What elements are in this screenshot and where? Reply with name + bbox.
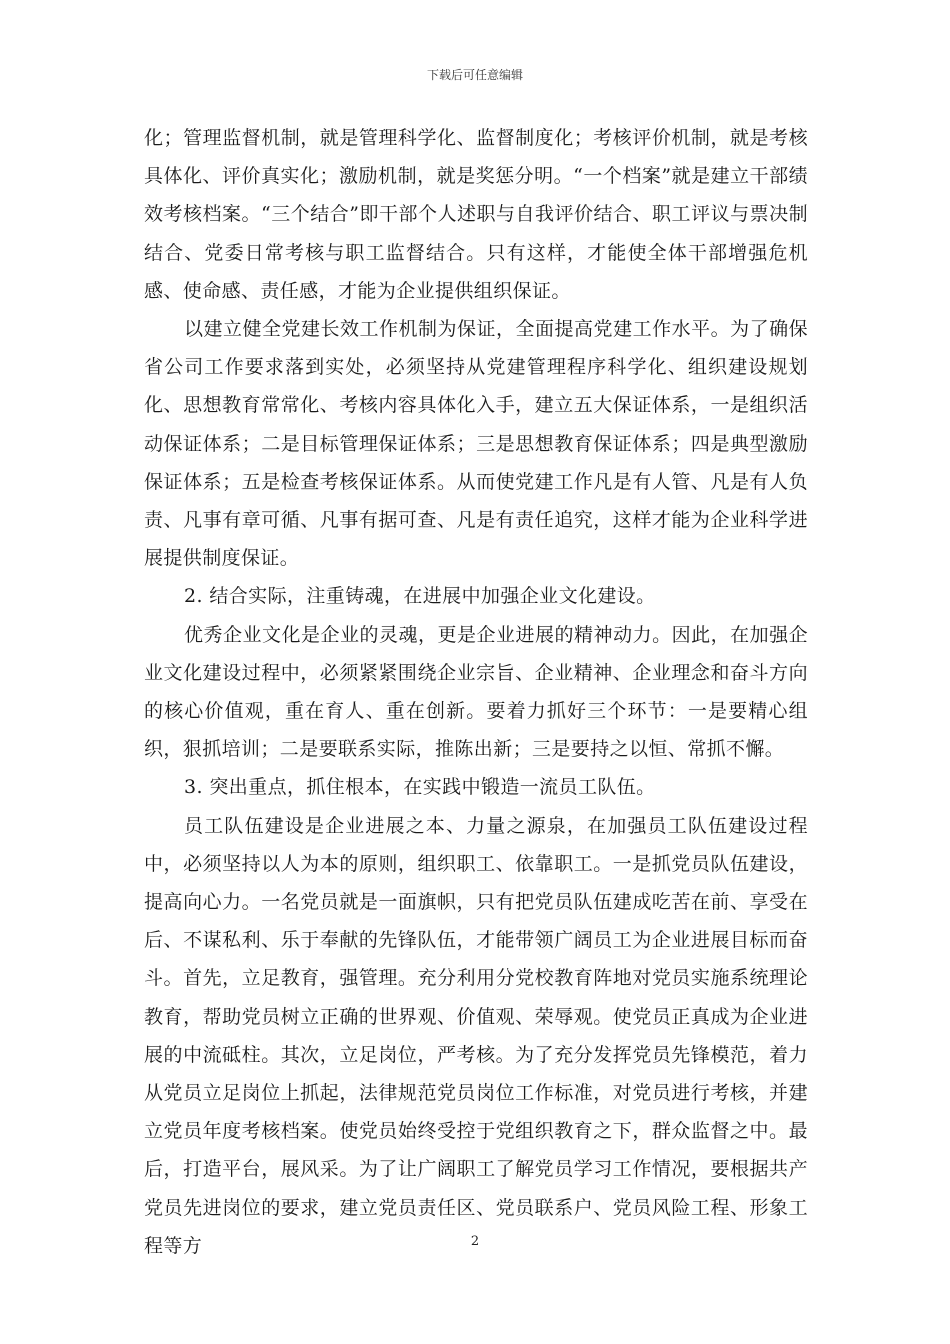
paragraph: 员工队伍建设是企业进展之本、力量之源泉，在加强员工队伍建设过程中，必须坚持以人为本的原则，组织职工、依靠职工。一是抓党员队伍建设，提高向心力。一名党员就是一面旗帜，只有把党员队伍建成吃苦在前、享受在后、不谋私利、乐于奉献的先锋队伍，才能带领广阔员工为企业进展目标而奋斗。首先，立足教育，强管理。充分利用分党校教育阵地对党员实施系统理论教育，帮助党员树立正确的世界观、价值观、荣辱观。使党员正真成为企业进展的中流砥柱。其次，立足岗位，严考核。为了充分发挥党员先锋模范，着力从党员立足岗位上抓起，法律规范党员岗位工作标准，对党员进行考核，并建立党员年度考核档案。使党员始终受控于党组织教育之下，群众监督之中。最后，打造平台，展风采。为了让广阔职工了解党员学习工作情况，要根据共产党员先进岗位的要求，建立党员责任区、党员联系户、党员风险工程、形象工程等方 [144, 814, 808, 1257]
section-heading: 3. 突出重点，抓住根本，在实践中锻造一流员工队伍。 [184, 776, 656, 799]
paragraph: 以建立健全党建长效工作机制为保证，全面提高党建工作水平。为了确保省公司工作要求落到实处，必须坚持从党建管理程序科学化、组织建设规划化、思想教育常常化、考核内容具体化入手，建立五大保证体系，一是组织活动保证体系；二是目标管理保证体系；三是思想教育保证体系；四是典型激励保证体系；五是检查考核保证体系。从而使党建工作凡是有人管、凡是有人负责、凡事有章可循、凡事有据可查、凡是有责任追究，这样才能为企业科学进展提供制度保证。 [144, 318, 808, 570]
page-number: 2 [470, 1234, 480, 1249]
page-header: 下载后可任意编辑 [426, 68, 523, 82]
paragraph: 化；管理监督机制，就是管理科学化、监督制度化；考核评价机制，就是考核具体化、评价真实化；激励机制，就是奖惩分明。“一个档案”就是建立干部绩效考核档案。“三个结合”即干部个人述职与自我评价结合、职工评议与票决制结合、党委日常考核与职工监督结合。只有这样，才能使全体干部增强危机感、使命感、责任感，才能为企业提供组织保证。 [144, 127, 808, 302]
section-heading: 2. 结合实际，注重铸魂，在进展中加强企业文化建设。 [184, 585, 656, 608]
document-body [144, 119, 808, 1265]
paragraph: 优秀企业文化是企业的灵魂，更是企业进展的精神动力。因此，在加强企业文化建设过程中，必须紧紧围绕企业宗旨、企业精神、企业理念和奋斗方向的核心价值观，重在育人、重在创新。要着力抓好三个环节：一是要精心组织，狠抓培训；二是要联系实际，推陈出新；三是要持之以恒、常抓不懈。 [144, 623, 808, 761]
